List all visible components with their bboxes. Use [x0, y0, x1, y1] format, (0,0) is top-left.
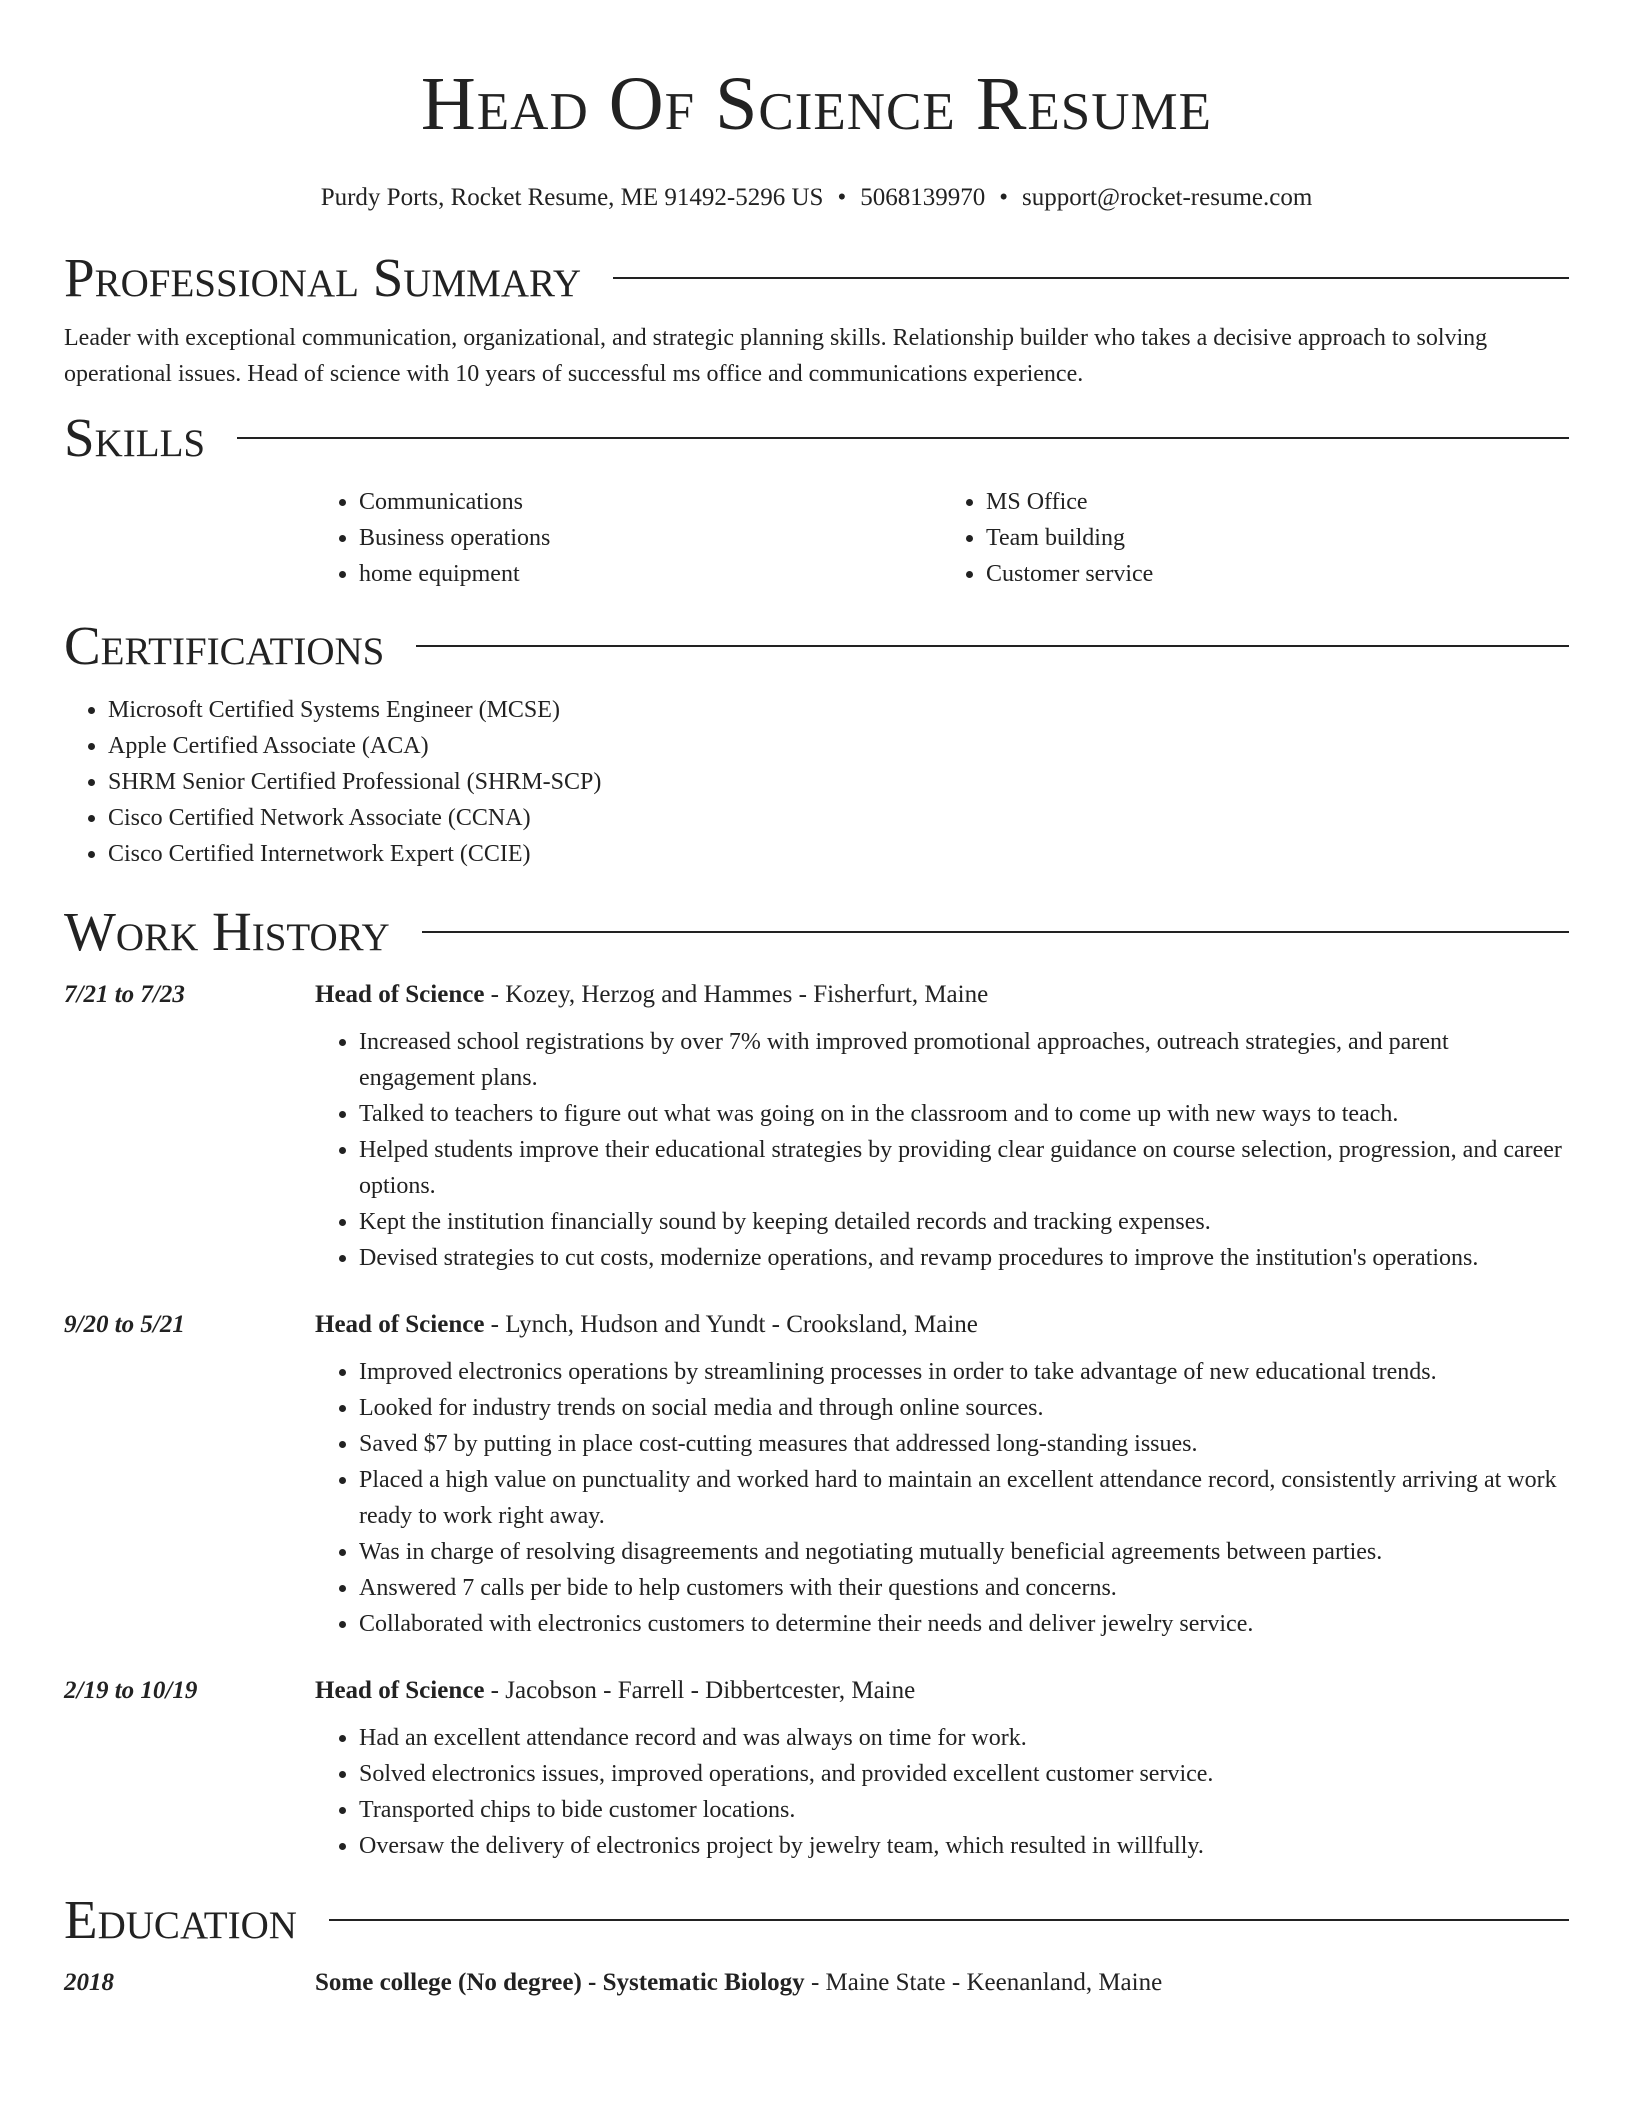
contact-separator: • — [999, 184, 1008, 211]
summary-text: Leader with exceptional communication, organizational, and strategic planning skills. Relationship builder who takes a decisive approach to solving operational issues. Head of science with 10 years of successful ms office and communications experience. — [64, 325, 1488, 387]
education-entry — [64, 1966, 1569, 2012]
certifications-section-header — [64, 614, 1569, 678]
job-heading — [315, 1308, 1569, 1342]
education-school: - Maine State - Keenanland, Maine — [804, 1969, 1163, 1996]
contact-separator: • — [837, 184, 847, 211]
job-body — [315, 1308, 1569, 1642]
certification-item: • Apple Certified Associate (ACA) — [108, 728, 1569, 764]
job-title: Head of Science — [315, 981, 485, 1008]
job-duty: • Oversaw the delivery of electronics project by jewelry team, which resulted in willfully. — [359, 1828, 1569, 1864]
resume-page — [64, 0, 1569, 2012]
job-duty: • Solved electronics issues, improved operations, and provided excellent customer service. — [359, 1756, 1569, 1792]
certification-item: • Cisco Certified Network Associate (CCNA) — [108, 800, 1569, 836]
job-title: Head of Science — [315, 1311, 485, 1338]
job-duty: • Looked for industry trends on social media and through online sources. — [359, 1390, 1569, 1426]
work-heading: Work History — [64, 901, 390, 962]
skill-item: • Business operations — [359, 520, 942, 556]
job-heading — [315, 978, 1569, 1012]
education-heading-line — [315, 1966, 1569, 2000]
job-duty: • Placed a high value on punctuality and worked hard to maintain an excellent attendance record, consistently arriving at work ready to work right away. — [359, 1462, 1569, 1534]
section-divider — [422, 931, 1569, 933]
job-duty: • Helped students improve their educational strategies by providing clear guidance on course selection, progression, and career options. — [359, 1132, 1569, 1204]
job-duties — [315, 1354, 1569, 1642]
job-employer: - Kozey, Herzog and Hammes - Fisherfurt, Maine — [484, 981, 989, 1008]
contact-phone: 5068139970 — [860, 184, 986, 211]
job-dates: 7/21 to 7/23 — [64, 981, 185, 1008]
contact-line — [64, 182, 1569, 214]
skills-column-left — [315, 484, 942, 592]
summary-section-header — [64, 246, 1569, 310]
skills-list — [315, 484, 1569, 592]
skill-item: • home equipment — [359, 556, 942, 592]
job-title: Head of Science — [315, 1677, 485, 1704]
contact-address: Purdy Ports, Rocket Resume, ME 91492-5296 US — [320, 184, 824, 211]
job-entry — [64, 1674, 1569, 1864]
section-divider — [329, 1919, 1569, 1921]
resume-title: Head Of Science Resume — [420, 62, 1213, 146]
job-body — [315, 978, 1569, 1276]
job-dates: 2/19 to 10/19 — [64, 1677, 198, 1704]
job-duty: • Saved $7 by putting in place cost-cutting measures that addressed long-standing issues. — [359, 1426, 1569, 1462]
job-entry — [64, 1308, 1569, 1642]
job-duties — [315, 1720, 1569, 1864]
skills-section-header — [64, 406, 1569, 470]
education-degree: Some college (No degree) - Systematic Biology — [315, 1969, 805, 1996]
section-divider — [237, 437, 1569, 439]
job-duties — [315, 1024, 1569, 1276]
skill-item: • Team building — [986, 520, 1569, 556]
job-duty: • Talked to teachers to figure out what was going on in the classroom and to come up with new ways to teach. — [359, 1096, 1569, 1132]
work-section-header — [64, 900, 1569, 964]
job-heading — [315, 1674, 1569, 1708]
job-dates: 9/20 to 5/21 — [64, 1311, 185, 1338]
summary-heading: Professional Summary — [64, 247, 582, 308]
job-body — [315, 1674, 1569, 1864]
skill-item: • MS Office — [986, 484, 1569, 520]
job-duty: • Devised strategies to cut costs, modernize operations, and revamp procedures to improve the institution's operations. — [359, 1240, 1569, 1276]
job-duty: • Answered 7 calls per bide to help customers with their questions and concerns. — [359, 1570, 1569, 1606]
job-duty: • Kept the institution financially sound by keeping detailed records and tracking expenses. — [359, 1204, 1569, 1240]
job-duty: • Had an excellent attendance record and was always on time for work. — [359, 1720, 1569, 1756]
certification-item: • Microsoft Certified Systems Engineer (MCSE) — [108, 692, 1569, 728]
certifications-list — [64, 692, 1569, 872]
job-duty: • Collaborated with electronics customers to determine their needs and deliver jewelry service. — [359, 1606, 1569, 1642]
education-year: 2018 — [64, 1969, 114, 1996]
skill-item: • Customer service — [986, 556, 1569, 592]
job-employer: - Jacobson - Farrell - Dibbertcester, Maine — [484, 1677, 916, 1704]
skill-item: • Communications — [359, 484, 942, 520]
section-divider — [613, 277, 1569, 279]
certification-item: • SHRM Senior Certified Professional (SHRM-SCP) — [108, 764, 1569, 800]
section-divider — [416, 645, 1569, 647]
job-entry — [64, 978, 1569, 1276]
certification-item: • Cisco Certified Internetwork Expert (CCIE) — [108, 836, 1569, 872]
education-body — [315, 1966, 1569, 2012]
education-section-header — [64, 1888, 1569, 1952]
contact-email: support@rocket-resume.com — [1022, 184, 1313, 211]
skills-heading: Skills — [64, 407, 206, 468]
education-heading: Education — [64, 1889, 297, 1950]
job-employer: - Lynch, Hudson and Yundt - Crooksland, Maine — [484, 1311, 978, 1338]
skills-column-right — [942, 484, 1569, 592]
job-duty: • Was in charge of resolving disagreements and negotiating mutually beneficial agreements between parties. — [359, 1534, 1569, 1570]
job-duty: • Increased school registrations by over 7% with improved promotional approaches, outreach strategies, and parent engagement plans. — [359, 1024, 1569, 1096]
job-duty: • Transported chips to bide customer locations. — [359, 1792, 1569, 1828]
job-duty: • Improved electronics operations by streamlining processes in order to take advantage of new educational trends. — [359, 1354, 1569, 1390]
certifications-heading: Certifications — [64, 615, 385, 676]
